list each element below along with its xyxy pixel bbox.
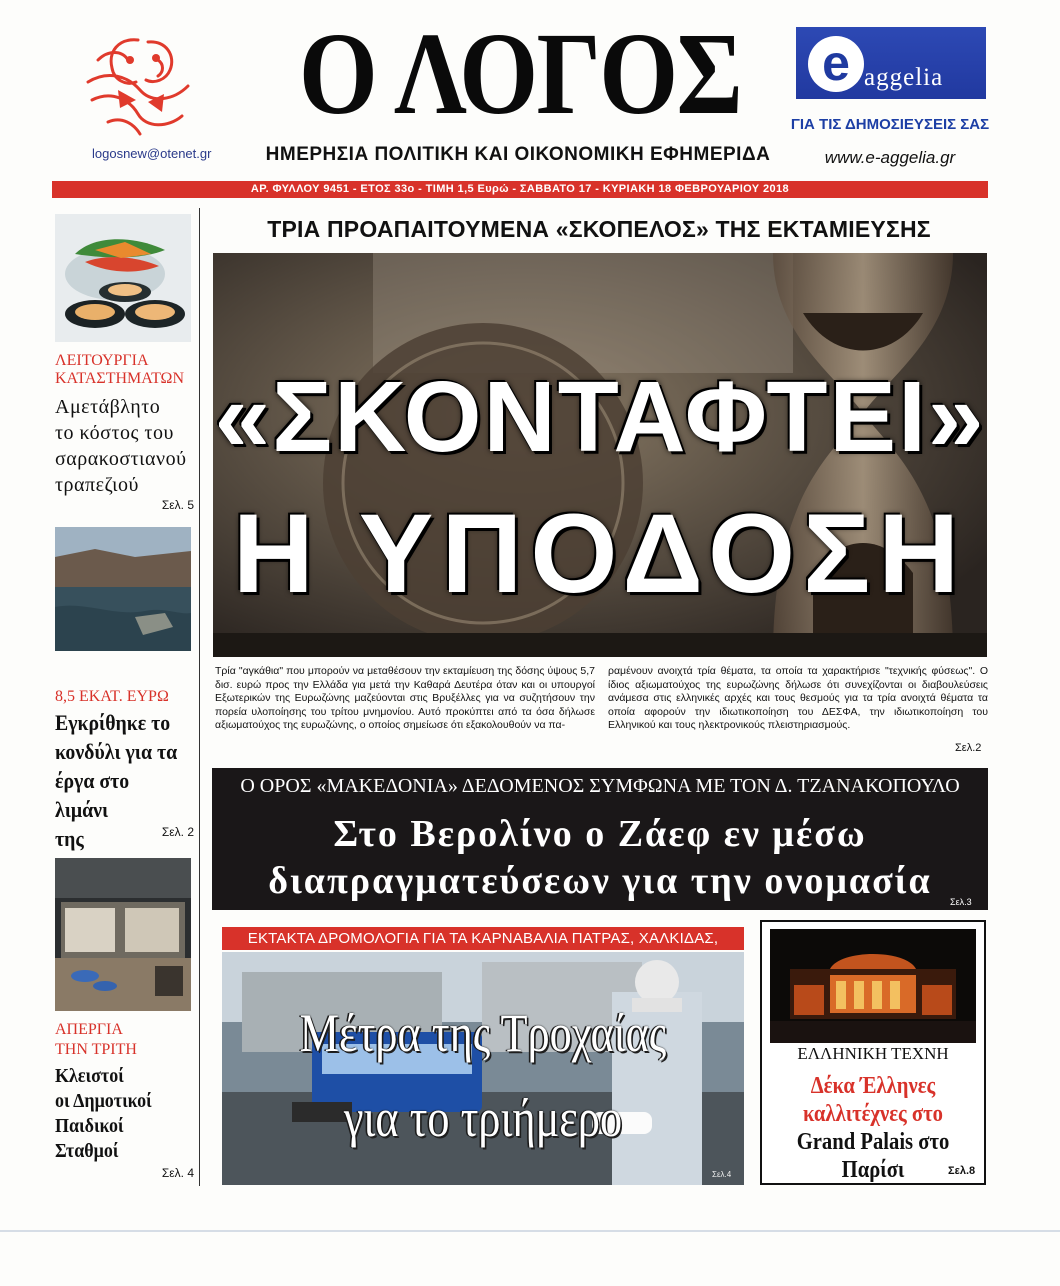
- art-headline-line1: Δέκα Έλληνες: [810, 1073, 936, 1099]
- macedonia-headline-line2: διαπραγματεύσεων για την ονομασία: [268, 860, 932, 902]
- art-page-ref: Σελ.8: [948, 1165, 976, 1177]
- sidebar-story-3-headline[interactable]: [55, 1064, 181, 1164]
- art-headline-line2: καλλιτέχνες στο: [803, 1101, 943, 1127]
- headline-line: Εγκρίθηκε το: [55, 710, 171, 735]
- art-kicker: ΕΛΛΗΝΙΚΗ ΤΕΧΝΗ: [797, 1044, 949, 1063]
- sidebar-story-3-page: Σελ. 4: [161, 1166, 194, 1180]
- traffic-headline-line2[interactable]: για το τριήμερο: [343, 1088, 623, 1148]
- sidebar-story-3-kicker: [55, 1020, 195, 1060]
- newspaper-subtitle: ΗΜΕΡΗΣΙΑ ΠΟΛΙΤΙΚΗ ΚΑΙ ΟΙΚΟΝΟΜΙΚΗ ΕΦΗΜΕΡΙΔΑ: [265, 144, 771, 165]
- kicker-line: ΤΗΝ ΤΡΙΤΗ: [55, 1041, 137, 1058]
- kicker-line: ΚΑΤΑΣΤΗΜΑΤΩΝ: [55, 370, 184, 387]
- sidebar-story-1-headline[interactable]: [55, 394, 195, 498]
- macedonia-page-ref: Σελ.3: [950, 897, 972, 907]
- lead-body-right: ραμένουν ανοιχτά τρία θέματα, τα οποία τα χαρακτήρισε "τεχνικής φύσεως". Ο ίδιος αξιωματούχος της ευρωζώνης δήλωσε ότι συνεχίζονται οι διαβουλεύσεις ανάμεσα στις ελληνικές αρχές και τους θεσμούς για τα τρία ανοιχτά θέματα τα οποία αφορούν την ιδιωτικοποίηση του ΔΕΣΦΑ, την ιδιωτικοποίηση του Ελληνικού και τους ηλεκτρονικούς πλειστηριασμούς.: [608, 665, 988, 731]
- sidebar-story-1-photo: [55, 214, 191, 342]
- page-edge-line: [0, 1230, 1060, 1232]
- sidebar-story-2-photo: [55, 527, 191, 651]
- e-aggelia-logo-icon: e: [808, 36, 864, 92]
- lead-overline: ΤΡΙΑ ΠΡΟΑΠΑΙΤΟΥΜΕΝΑ «ΣΚΟΠΕΛΟΣ» ΤΗΣ ΕΚΤΑΜΙΕΥΣΗΣ: [267, 216, 931, 242]
- headline-line: της: [55, 826, 84, 851]
- macedonia-headline-line1: Στο Βερολίνο ο Ζάεφ εν μέσω: [333, 813, 867, 855]
- traffic-photo: [222, 952, 744, 1185]
- headline-line: Κλειστοί: [55, 1065, 124, 1087]
- headline-line: έργα στο λιμάνι: [55, 768, 130, 822]
- column-divider: [199, 208, 200, 1186]
- lead-headline-line2[interactable]: Η ΥΠΟΔΟΣΗ: [232, 491, 968, 616]
- kicker-line: 8,5 ΕΚΑΤ. ΕΥΡΩ: [55, 688, 169, 705]
- headline-line: κονδύλι για τα: [55, 739, 178, 764]
- headline-line: Αμετάβλητο: [55, 396, 161, 418]
- sidebar-story-2-headline[interactable]: [55, 708, 181, 882]
- sidebar-story-3-photo: [55, 858, 191, 1011]
- sidebar-story-2-page: Σελ. 2: [161, 825, 194, 839]
- ad-url[interactable]: www.e-aggelia.gr: [824, 148, 956, 167]
- traffic-page-ref: Σελ.4: [712, 1170, 732, 1179]
- sidebar-story-2-kicker: [55, 688, 195, 706]
- kicker-line: ΑΠΕΡΓΙΑ: [55, 1021, 123, 1038]
- headline-line: σαρακοστιανού: [55, 448, 187, 470]
- contact-email[interactable]: logosnew@otenet.gr: [92, 146, 212, 161]
- headline-line: οι Δημοτικοί: [55, 1090, 152, 1112]
- lead-page-ref: Σελ.2: [955, 742, 982, 754]
- headline-line: τραπεζιού: [55, 474, 139, 496]
- lead-headline-line1[interactable]: «ΣΚΟΝΤΑΦΤΕΙ»: [214, 361, 986, 473]
- kicker-line: ΛΕΙΤΟΥΡΓΙΑ: [55, 352, 149, 369]
- newspaper-title: Ο ΛΟΓΟΣ: [298, 8, 742, 139]
- issue-info-bar: ΑΡ. ΦΥΛΛΟΥ 9451 - ΕΤΟΣ 33ο - ΤΙΜΗ 1,5 Ευρώ - ΣΑΒΒΑΤΟ 17 - ΚΥΡΙΑΚΗ 18 ΦΕΒΡΟΥΑΡΙΟΥ 2018: [52, 181, 988, 198]
- sidebar-story-1-kicker: [55, 352, 195, 388]
- logo-illustration: [78, 30, 200, 142]
- headline-line: Παιδικοί: [55, 1115, 124, 1137]
- lead-body-left: Τρία "αγκάθια" που μπορούν να μεταθέσουν την εκταμίευση της δόσης ύψους 5,7 δισ. ευρώ προς την Ελλάδα για μετά την Καθαρά Δευτέρα όταν και οι υπουργοί Εξωτερικών της Ευρωζώνης μαζεύονται στις Βρυξέλλες για να συζητήσουν την πορεία υλοποίησης του τρίτου μνημονίου. Αυτό προκύπτει από τα όσα δήλωσε αξιωματούχος της ευρωζώνης, ο οποίος σημείωσε ότι εξακολουθούν να πα-: [215, 665, 595, 731]
- ad-tagline: ΓΙΑ ΤΙΣ ΔΗΜΟΣΙΕΥΣΕΙΣ ΣΑΣ: [790, 116, 990, 133]
- grand-palais-photo: [770, 929, 976, 1043]
- art-headline-line3: Grand Palais στο Παρίσι: [796, 1129, 950, 1183]
- macedonia-kicker: Ο ΟΡΟΣ «ΜΑΚΕΔΟΝΙΑ» ΔΕΔΟΜΕΝΟΣ ΣΥΜΦΩΝΑ ΜΕ ΤΟΝ Δ. ΤΖΑΝΑΚΟΠΟΥΛΟ: [240, 775, 960, 797]
- headline-line: το κόστος του: [55, 422, 174, 444]
- sidebar-story-1-page: Σελ. 5: [161, 498, 194, 512]
- e-aggelia-wordmark: aggelia: [864, 64, 944, 91]
- traffic-kicker-bar: ΕΚΤΑΚΤΑ ΔΡΟΜΟΛΟΓΙΑ ΓΙΑ ΤΑ ΚΑΡΝΑΒΑΛΙΑ ΠΑΤΡΑΣ, ΧΑΛΚΙΔΑΣ,: [222, 927, 744, 950]
- headline-line: Σταθμοί: [55, 1140, 119, 1162]
- traffic-headline-line1[interactable]: Μέτρα της Τροχαίας: [299, 1003, 667, 1063]
